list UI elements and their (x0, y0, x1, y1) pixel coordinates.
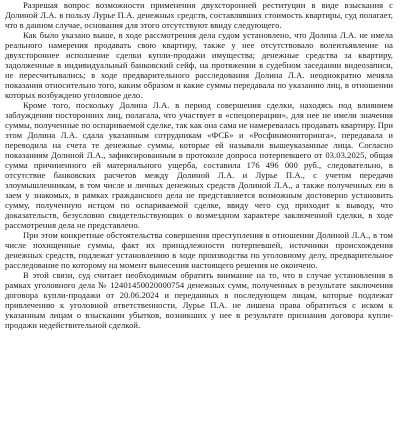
paragraph-criminal-case-circumstances: При этом конкретные обстоятельства совершения преступления в отношении Долиной Л.А., в том числе похищенные суммы, факт их принадлежности потерпевшей, источники происхождения денежных средств, подлежат установлению в ходе производства по уголовному делу, предварительное расследование по которому на момент вынесения настоящего решения не окончено. (5, 230, 393, 270)
paragraph-no-intent-to-sell: Как было указано выше, в ходе рассмотрения дела судом установлено, что Долина Л.А. не имела реального намерения продавать свою квартиру, также у нее отсутствовало волеизъявление на двухстороннее исполнение сделки купли-продажи имущества; денежные средства за квартиру, задолженные в индивидуальный банковский сейф, на протяжении в судебном заседании видеозаписи, не пересчитывались; в ходе предварительного расследования Долина Л.А. неоднократно меняла показания относительно того, каким образом и какие суммы передавала по указанию лиц, в отношении которых возбуждено уголовное дело. (5, 30, 393, 100)
paragraph-right-to-claim-damages: В этой связи, суд считает необходимым обратить внимание на то, что в случае установления в рамках уголовного дела № 12401450020000754 денежных сумм, полученных в результате заключения договора купли-продажи от 20.06.2024 и переданных в последующем лицам, которые подлежат привлечению к уголовной ответственности, Лурье П.А. не лишена права обратиться с иском к указанным лицам о взыскании убытков, возникших у нее в результате признания договора купли-продажи недействительной сделкой. (5, 270, 393, 330)
paragraph-delusion-and-sums: Кроме того, поскольку Долина Л.А. в период совершения сделки, находясь под влиянием заблуждения посторонних лиц, полагала, что участвует в «спецоперации», для нее не имели значения суммы, полученные по оспариваемой сделке, так как она сама не намеревалась продавать квартиру. При этом Долина Л.А. сдала указанным сотрудникам «ФСБ» и «Росфинмониторинга», передавала и переводила на счета те денежные суммы, которые ей называли вышеуказанные лица. Согласно показаниям Долиной Л.А., зафиксированным в протоколе допроса потерпевшего от 03.03.2025, общая сумма причиненного ей материального ущерба, составила 176 496 000 руб., следовательно, в отсутствие банковских расчетов между Долиной Л.А. и Лурье П.А., с учетом передачи злоумышленникам, в том числе и личных денежных средств Долиной Л.А., а также полученных ею в заем у знакомых, в рамках гражданского дела не представляется возможным достоверно установить сумму, полученную истцом по оспариваемой сделке, ввиду чего суд приходит к выводу, что доказательств, безусловно свидетельствующих о возмездном характере заключенной сделки, в ходе рассмотрения дела не представлено. (5, 100, 393, 230)
paragraph-restitution-question: Разрешая вопрос возможности применения двухсторонней реституции в виде взыскания с Долиной Л.А. в пользу Лурье П.А. денежных средств, составлявших стоимость квартиры, суд полагает, что в данном случае, основания для этого отсутствуют ввиду следующего. (5, 0, 393, 30)
